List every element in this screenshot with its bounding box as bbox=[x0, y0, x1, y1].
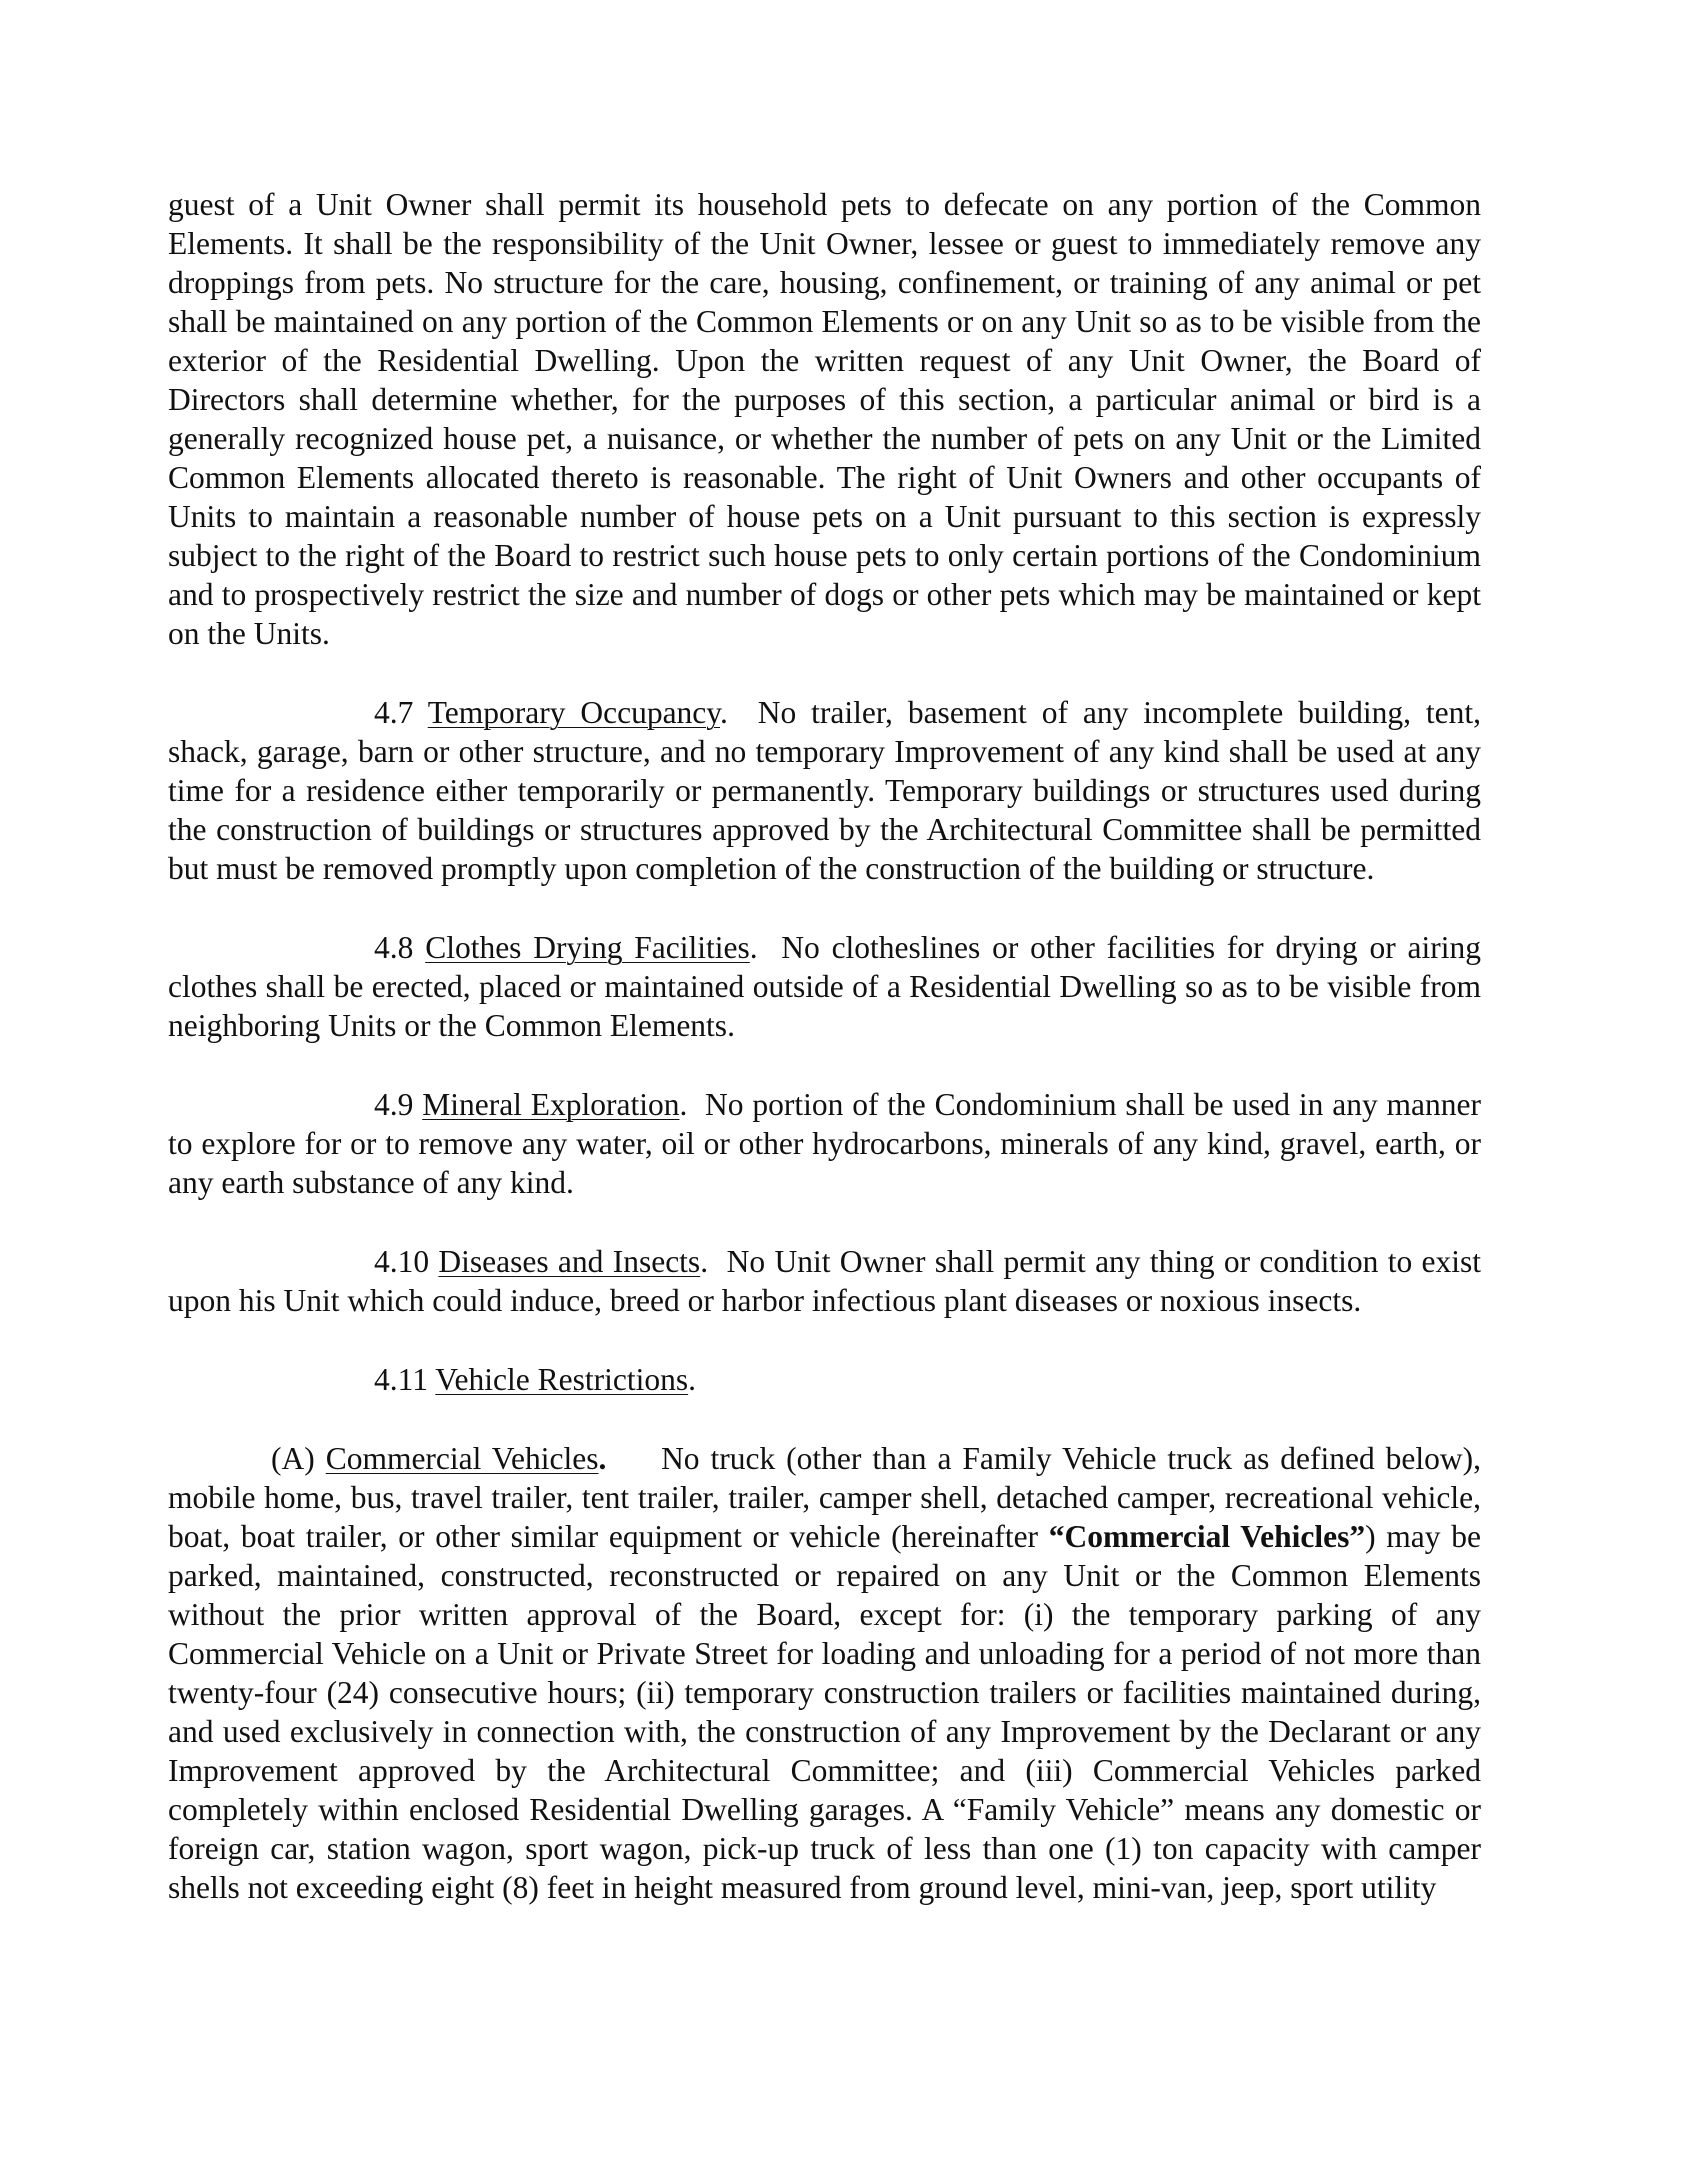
section-heading: Diseases and Insects bbox=[438, 1244, 701, 1279]
section-heading: Vehicle Restrictions bbox=[435, 1362, 689, 1397]
section-number: 4.10 bbox=[374, 1244, 430, 1279]
section-number: 4.7 bbox=[374, 695, 414, 730]
defined-term: “Commercial Vehicles” bbox=[1048, 1519, 1366, 1554]
section-heading: Temporary Occupancy bbox=[427, 695, 720, 730]
section-number: 4.9 bbox=[374, 1087, 414, 1122]
section-heading: Mineral Exploration bbox=[422, 1087, 680, 1122]
paragraph-pets-continued: guest of a Unit Owner shall permit its household pets to defecate on any portion of the Common Elements. It shall be the responsibility of the Unit Owner, lessee or guest to immediately remove any droppings from pets. No structure for the care, housing, confinement, or training of any animal or pet shall be maintained on any portion of the Common Elements or on any Unit so as to be visible from the exterior of the Residential Dwelling. Upon the written request of any Unit Owner, the Board of Directors shall determine whether, for the purposes of this section, a particular animal or bird is a generally recognized house pet, a nuisance, or whether the number of pets on any Unit or the Limited Common Elements allocated thereto is reasonable. The right of Unit Owners and other occupants of Units to maintain a reasonable number of house pets on a Unit pursuant to this section is expressly subject to the right of the Board to restrict such house pets to only certain portions of the Condominium and to prospectively restrict the size and number of dogs or other pets which may be maintained or kept on the Units. bbox=[168, 187, 1481, 651]
section-text: No Unit Owner shall permit any thing or condition to exist upon his Unit which could induce, breed or harbor infectious plant diseases or noxious insects. bbox=[168, 1244, 1481, 1318]
section-text: No clotheslines or other facilities for drying or airing clothes shall be erected, placed or maintained outside of a Residential Dwelling so as to be visible from neighboring Units or the Common Elements. bbox=[168, 930, 1482, 1043]
section-text: No trailer, basement of any incomplete building, tent, shack, garage, barn or other structure, and no temporary Improvement of any kind shall be used at any time for a residence either temporarily or permanently. Temporary buildings or structures used during the construction of buildings or structures approved by the Architectural Committee shall be permitted but must be removed promptly upon completion of the construction of the building or structure. bbox=[168, 695, 1481, 886]
subsection-heading: Commercial Vehicles bbox=[325, 1441, 599, 1476]
section-number: 4.8 bbox=[374, 930, 414, 965]
section-heading: Clothes Drying Facilities bbox=[425, 930, 750, 965]
section-4-8: 4.8 Clothes Drying Facilities. No clotheslines or other facilities for drying or airing clothes shall be erected, placed or maintained outside of a Residential Dwelling so as to be visible from neighboring Units or the Common Elements. bbox=[168, 930, 1482, 1043]
document-body bbox=[168, 185, 1481, 1907]
subsection-label: (A) bbox=[271, 1441, 315, 1476]
section-number: 4.11 bbox=[374, 1362, 428, 1397]
section-4-7: 4.7 Temporary Occupancy. No trailer, basement of any incomplete building, tent, shack, garage, barn or other structure, and no temporary Improvement of any kind shall be used at any time for a residence either temporarily or permanently. Temporary buildings or structures used during the construction of buildings or structures approved by the Architectural Committee shall be permitted but must be removed promptly upon completion of the construction of the building or structure. bbox=[168, 695, 1481, 886]
section-4-11: 4.11 Vehicle Restrictions. bbox=[168, 1360, 1481, 1399]
section-text: No portion of the Condominium shall be used in any manner to explore for or to remove any water, oil or other hydrocarbons, minerals of any kind, gravel, earth, or any earth substance of any kind. bbox=[168, 1087, 1482, 1200]
subsection-a-commercial-vehicles: (A) Commercial Vehicles. No truck (other than a Family Vehicle truck as defined below), mobile home, bus, travel trailer, tent trailer, trailer, camper shell, detached camper, recreational vehicle, boat, boat trailer, or other similar equipment or vehicle (hereinafter “Commercial Vehicles”) may be parked, maintained, constructed, reconstructed or repaired on any Unit or the Common Elements without the prior written approval of the Board, except for: (i) the temporary parking of any Commercial Vehicle on a Unit or Private Street for loading and unloading for a period of not more than twenty-four (24) consecutive hours; (ii) temporary construction trailers or facilities maintained during, and used exclusively in connection with, the construction of any Improvement by the Declarant or any Improvement approved by the Architectural Committee; and (iii) Commercial Vehicles parked completely within enclosed Residential Dwelling garages. A “Family Vehicle” means any domestic or foreign car, station wagon, sport wagon, pick-up truck of less than one (1) ton capacity with camper shells not exceeding eight (8) feet in height measured from ground level, mini-van, jeep, sport utility bbox=[168, 1441, 1482, 1905]
section-4-9: 4.9 Mineral Exploration. No portion of the Condominium shall be used in any manner to explore for or to remove any water, oil or other hydrocarbons, minerals of any kind, gravel, earth, or any earth substance of any kind. bbox=[168, 1087, 1482, 1200]
subsection-text-part-2: ) may be parked, maintained, constructed, reconstructed or repaired on any Unit or the Common Elements without the prior written approval of the Board, except for: (i) the temporary parking of any Commercial Vehicle on a Unit or Private Street for loading and unloading for a period of not more than twenty-four (24) consecutive hours; (ii) temporary construction trailers or facilities maintained during, and used exclusively in connection with, the construction of any Improvement by the Declarant or any Improvement approved by the Architectural Committee; and (iii) Commercial Vehicles parked completely within enclosed Residential Dwelling garages. A “Family Vehicle” means any domestic or foreign car, station wagon, sport wagon, pick-up truck of less than one (1) ton capacity with camper shells not exceeding eight (8) feet in height measured from ground level, mini-van, jeep, sport utility bbox=[168, 1519, 1481, 1905]
section-4-10: 4.10 Diseases and Insects. No Unit Owner shall permit any thing or condition to exist upon his Unit which could induce, breed or harbor infectious plant diseases or noxious insects. bbox=[168, 1244, 1481, 1318]
subsection-text-part-1: No truck (other than a Family Vehicle truck as defined below), mobile home, bus, travel trailer, tent trailer, trailer, camper shell, detached camper, recreational vehicle, boat, boat trailer, or other similar equipment or vehicle (hereinafter bbox=[168, 1441, 1482, 1554]
